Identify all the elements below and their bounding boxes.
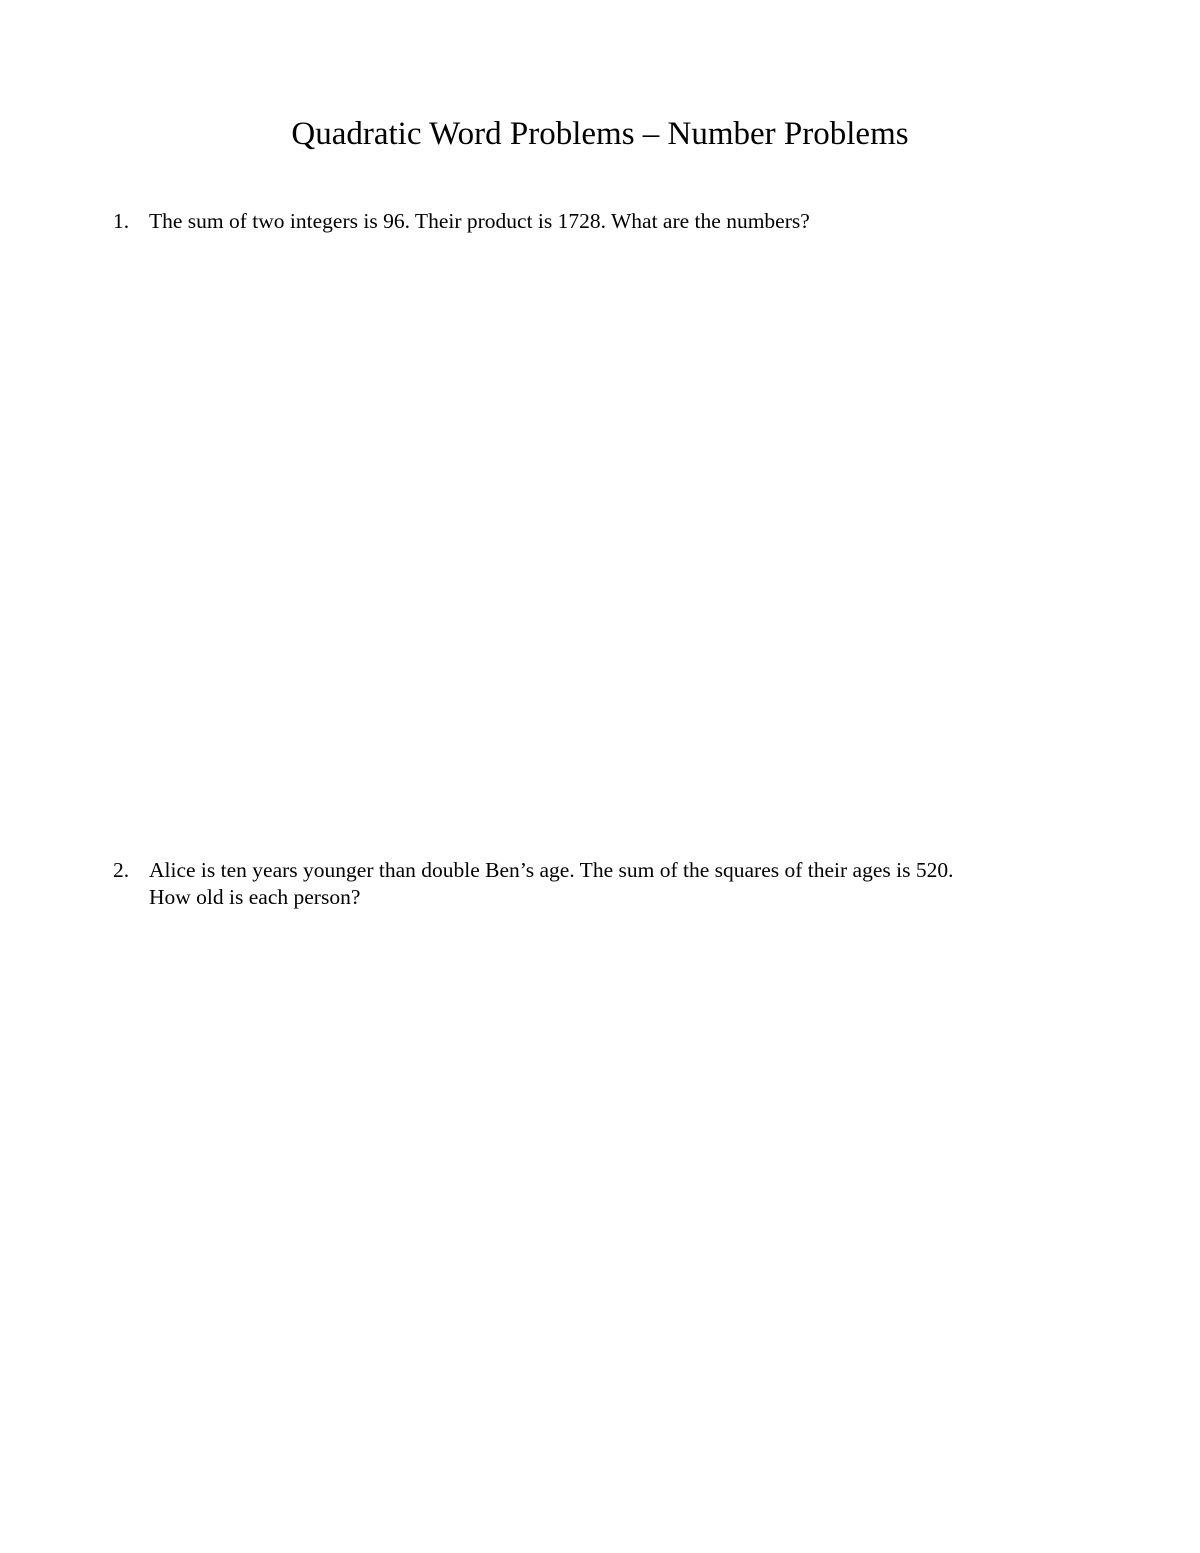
problem-1-text bbox=[149, 208, 1093, 235]
problem-1-line-1: The sum of two integers is 96. Their product is 1728. What are the numbers? bbox=[149, 209, 810, 233]
problem-2-line-1: Alice is ten years younger than double Ben’s age. The sum of the squares of their ages is 520. bbox=[149, 858, 954, 882]
page-title: Quadratic Word Problems – Number Problems bbox=[291, 116, 909, 152]
problem-1 bbox=[113, 208, 1093, 235]
problem-2-line-2: How old is each person? bbox=[149, 885, 361, 909]
problem-2 bbox=[113, 857, 1093, 911]
problem-1-number: 1. bbox=[113, 209, 130, 233]
problem-2-text bbox=[149, 857, 1093, 911]
problem-2-number: 2. bbox=[113, 858, 130, 882]
